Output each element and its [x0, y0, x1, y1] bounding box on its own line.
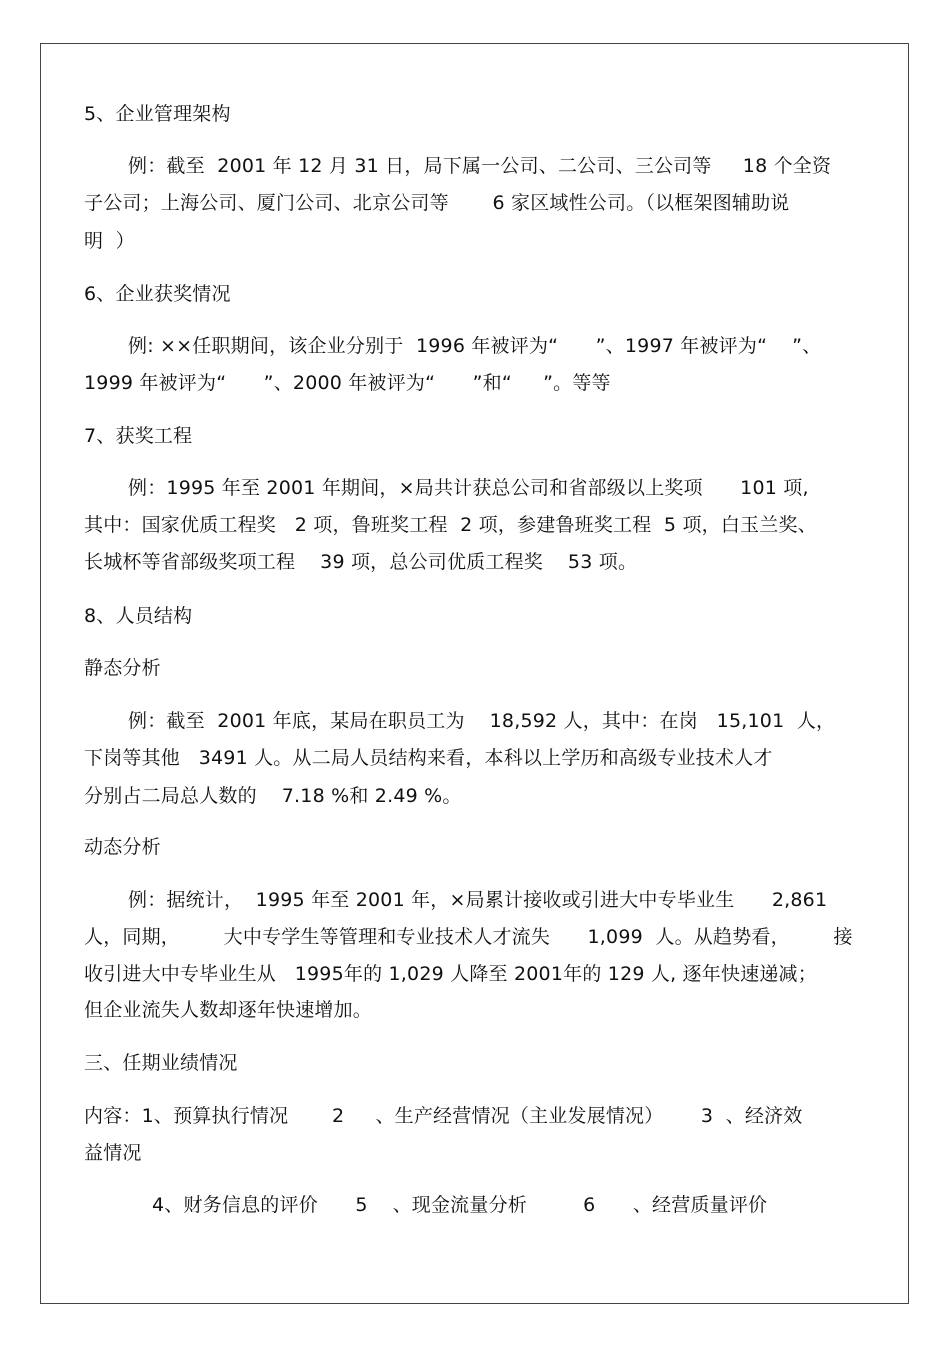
section-5-paragraph-line-2: 子公司；上海公司、厦门公司、北京公司等 6 家区域性公司。（以框架图辅助说 [84, 192, 790, 214]
static-analysis-line-3: 分别占二局总人数的 7.18 %和 2.49 %。 [84, 785, 462, 807]
section-7-paragraph-line-2: 其中：国家优质工程奖 2 项，鲁班奖工程 2 项，参建鲁班奖工程 5 项，白玉兰奖、 [84, 514, 817, 536]
section-8-heading: 8、人员结构 [84, 605, 193, 627]
section-3-content-line-3: 4、财务信息的评价 5 、现金流量分析 6 、经营质量评价 [152, 1194, 768, 1216]
section-3-content-line-1: 内容：1、预算执行情况 2 、生产经营情况（主业发展情况） 3 、经济效 [84, 1105, 803, 1127]
section-7-paragraph-line-3: 长城杯等省部级奖项工程 39 项，总公司优质工程奖 53 项。 [84, 551, 638, 573]
section-6-paragraph-line-2: 1999 年被评为“ ”、2000 年被评为“ ”和“ ”。等等 [84, 372, 611, 394]
section-6-heading: 6、企业获奖情况 [84, 283, 231, 305]
section-7-paragraph-line-1: 例：1995 年至 2001 年期间，×局共计获总公司和省部级以上奖项 101 项, [128, 477, 809, 499]
static-analysis-line-2: 下岗等其他 3491 人。从二局人员结构来看，本科以上学历和高级专业技术人才 [84, 747, 773, 769]
section-6-paragraph-line-1: 例: ××任职期间，该企业分别于 1996 年被评为“ ”、1997 年被评为“ ”、 [128, 335, 822, 357]
section-5-paragraph-line-3: 明 ） [84, 230, 135, 252]
section-3-heading: 三、任期业绩情况 [84, 1052, 238, 1074]
section-5-paragraph-line-1: 例：截至 2001 年 12 月 31 日，局下属一公司、二公司、三公司等 18 个全资 [128, 155, 832, 177]
dynamic-analysis-heading: 动态分析 [84, 836, 161, 858]
dynamic-analysis-line-4: 但企业流失人数却逐年快速增加。 [84, 999, 373, 1021]
section-5-heading: 5、企业管理架构 [84, 103, 231, 125]
static-analysis-heading: 静态分析 [84, 657, 161, 679]
dynamic-analysis-line-1: 例：据统计， 1995 年至 2001 年，×局累计接收或引进大中专毕业生 2,861 [128, 889, 828, 911]
dynamic-analysis-line-3: 收引进大中专毕业生从 1995年的 1,029 人降至 2001年的 129 人, 逐年快速递减； [84, 963, 817, 985]
static-analysis-line-1: 例：截至 2001 年底，某局在职员工为 18,592 人，其中：在岗 15,101 人， [128, 710, 836, 732]
section-7-heading: 7、获奖工程 [84, 425, 193, 447]
section-3-content-line-2: 益情况 [84, 1142, 142, 1164]
dynamic-analysis-line-2: 人，同期， 大中专学生等管理和专业技术人才流失 1,099 人。从趋势看， 接 [84, 926, 853, 948]
